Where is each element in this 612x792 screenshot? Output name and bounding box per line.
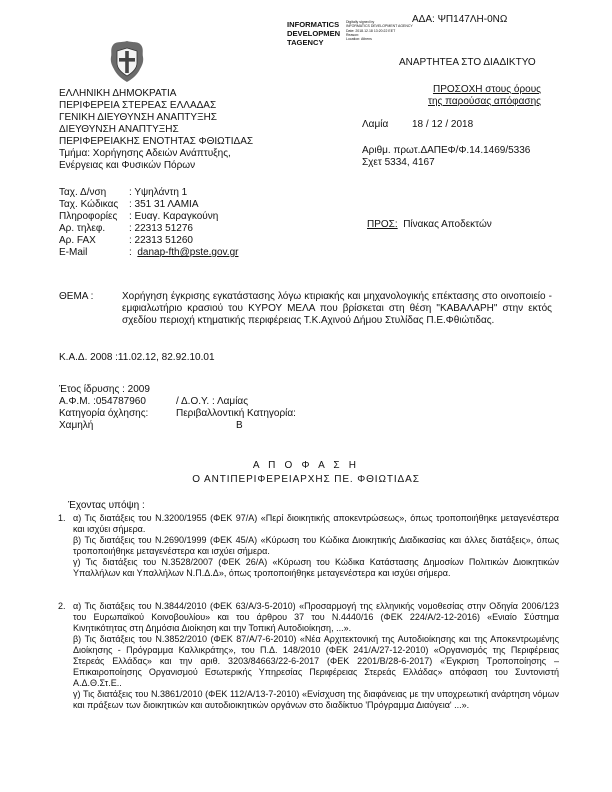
informatics-line: INFORMATICS — [287, 20, 340, 29]
place: Λαμία — [362, 119, 389, 130]
environmental-category-value: Β — [236, 420, 243, 431]
department-line: Ενέργειας και Φυσικών Πόρων — [59, 160, 196, 171]
contact-row: Ταχ. Κώδικας : 351 31 ΛΑΜΙΑ — [59, 199, 199, 210]
attention-note: ΠΡΟΣΟΧΗ στους όρους της παρούσας απόφασης — [428, 84, 541, 107]
environmental-category-label: Περιβαλλοντική Κατηγορία: — [176, 408, 296, 419]
nuisance-category-label: Κατηγορία όχλησης: — [59, 408, 149, 419]
authority-line: ΔΙΕΥΘΥΝΣΗ ΑΝΑΠΤΥΞΗΣ — [59, 124, 179, 135]
department-line: Τμήμα: Χορήγησης Αδειών Ανάπτυξης, — [59, 148, 231, 159]
publish-note: ΑΝΑΡΤΗΤΕΑ ΣΤΟ ΔΙΑΔΙΚΤΥΟ — [399, 57, 536, 68]
recipient-value: Πίνακας Αποδεκτών — [403, 219, 492, 230]
subject-text: Χορήγηση έγκρισης εγκατάστασης λόγω κτιριακής και μηχανολογικής επέκτασης στο οινοποιείο - εμφιαλωτήριο κρασιού του ΚΥΡΟΥ ΜΕΛΑ που βρίσκεται στη θέση "ΚΑΒΑΛΑΡΗ" στην εκτός σχεδίου περιοχή κτηματικής περιφέρειας Τ.Κ.Αχινού Δήμου Στυλίδας Π.Ε.Φθιώτιδας. — [122, 291, 552, 326]
contact-row: Ταχ. Δ/νση : Υψηλάντη 1 — [59, 187, 188, 198]
contact-row: Πληροφορίες : Ευαγ. Καραγκούνη — [59, 211, 219, 222]
contact-row: Αρ. FAX : 22313 51260 — [59, 235, 193, 246]
subject-label: ΘΕΜΑ : — [59, 291, 94, 302]
related-documents: Σχετ 5334, 4167 — [362, 157, 435, 168]
recipient — [367, 219, 492, 231]
contact-row: Αρ. τηλεφ. : 22313 51276 — [59, 223, 193, 234]
protocol-number: Αριθμ. πρωτ.ΔΑΠΕΦ/Φ.14.1469/5336 — [362, 145, 531, 156]
contact-block — [59, 187, 238, 259]
item-2-text — [73, 601, 559, 711]
decision-title: Α Π Ο Φ Α Σ Η — [252, 460, 360, 471]
authority-block — [59, 88, 253, 172]
authority-line: ΓΕΝΙΚΗ ΔΙΕΥΘΥΝΣΗ ΑΝΑΠΤΥΞΗΣ — [59, 112, 217, 123]
item-paragraph: β) Τις διατάξεις του Ν.3852/2010 (ΦΕΚ 87/Α/7-6-2010) «Νέα Αρχιτεκτονική της Αυτοδιοίκησης και της Αποκεντρωμένης Διοίκησης - Πρόγραμμα Καλλικράτης», του Π.Δ. 148/2010 (ΦΕΚ 241/Α/27-12-2010) «Οργανισμός της Περιφέρειας Στερεάς Ελλάδας» και την αριθ. 3203/84663/22-6-2017 (ΦΕΚ 2201/Β/28-6-2017) «Έγκριση Τροποποίησης – Επικαιροποίησης Οργανισμού Εσωτερικής Υπηρεσίας Περιφέρειας Στερεάς Ελλάδας» απόφαση του Συντονιστή Α.Δ.Θ.Στ.Ε.. — [73, 634, 559, 688]
authority-line: ΠΕΡΙΦΕΡΕΙΑ ΣΤΕΡΕΑΣ ΕΛΛΑΔΑΣ — [59, 100, 217, 111]
decision-subtitle: Ο ΑΝΤΙΠΕΡΙΦΕΡΕΙΑΡΧΗΣ ΠΕ. ΦΘΙΩΤΙΔΑΣ — [192, 474, 420, 485]
afm: Α.Φ.Μ. :054787960 — [59, 396, 146, 407]
greek-coat-of-arms-icon — [108, 39, 146, 84]
coat-of-arms-graphic — [108, 39, 146, 84]
authority-line: ΕΛΛΗΝΙΚΗ ΔΗΜΟΚΡΑΤΙΑ — [59, 88, 177, 99]
ada-number: ΑΔΑ: ΨΠ147ΛΗ-0ΝΩ — [412, 14, 508, 25]
authority-line: ΠΕΡΙΦΕΡΕΙΑΚΗΣ ΕΝΟΤΗΤΑΣ ΦΘΙΩΤΙΔΑΣ — [59, 136, 254, 147]
item-paragraph: β) Τις διατάξεις του Ν.2690/1999 (ΦΕΚ 45/Α) «Κύρωση του Κώδικα Διοικητικής Διαδικασίας και άλλες διατάξεις», όπως τροποποιήθηκε μεταγενέστερα και ισχύει σήμερα. — [73, 535, 559, 556]
document-date: 18 / 12 / 2018 — [412, 119, 474, 130]
item-number: 1. — [58, 513, 66, 523]
informatics-line: DEVELOPMEN — [287, 29, 341, 38]
foundation-year: Έτος ίδρυσης : 2009 — [59, 384, 150, 395]
informatics-agency-label — [287, 20, 340, 47]
digital-signature-details: Digitally signed by INFORMATICS DEVELOPMENT AGENCY Date: 2018.12.18 13:20:22 EET Reason: Location: Athens — [346, 20, 413, 42]
considering-label: Έχοντας υπόψη : — [68, 500, 145, 511]
informatics-line: TAGENCY — [287, 38, 324, 47]
recipient-label: ΠΡΟΣ: — [367, 219, 398, 230]
item-number: 2. — [58, 601, 66, 611]
nuisance-category-value: Χαμηλή — [59, 420, 94, 431]
email-link[interactable]: danap-fth@pste.gov.gr — [137, 247, 239, 258]
item-paragraph: γ) Τις διατάξεις του Ν.3528/2007 (ΦΕΚ 26/Α) «Κύρωση του Κώδικα Κατάστασης Δημοσίων Πολιτικών Διοικητικών Υπαλλήλων και Υπαλλήλων Ν.Π.Δ.Δ», όπως τροποποιήθηκε μεταγενέστερα και ισχύει σήμερα. — [73, 557, 559, 578]
item-paragraph: γ) Τις διατάξεις του Ν.3861/2010 (ΦΕΚ 112/Α/13-7-2010) «Ενίσχυση της διαφάνειας με την υποχρεωτική ανάρτηση νόμων και πράξεων των διοικητικών και αυτοδιοικητικών οργάνων στο διαδίκτυο 'Πρόγραμμα Διαύγεια' ...». — [73, 689, 559, 710]
item-1-text — [73, 513, 559, 579]
kad-codes: Κ.Α.Δ. 2008 :11.02.12, 82.92.10.01 — [59, 352, 215, 363]
contact-row: E-Mail : danap-fth@pste.gov.gr — [59, 247, 239, 258]
item-paragraph: α) Τις διατάξεις του Ν.3844/2010 (ΦΕΚ 63/Α/3-5-2010) «Προσαρμογή της ελληνικής νομοθεσίας στην Οδηγία 2006/123 του Ευρωπαϊκού Κοινοβουλίου» και του άρθρου 37 του Ν.4440/16 (ΦΕΚ 224/Α/2-12-2016) «Ενιαίο Σύστημα Κινητικότητας στη Δημόσια Διοίκηση και την Τοπική Αυτοδιοίκηση, ...». — [73, 601, 559, 633]
doy: / Δ.Ο.Υ. : Λαμίας — [176, 396, 249, 407]
item-paragraph: α) Τις διατάξεις του Ν.3200/1955 (ΦΕΚ 97/Α) «Περί διοικητικής αποκεντρώσεως», όπως τροποποιήθηκε μεταγενέστερα και ισχύει σήμερα. — [73, 513, 559, 534]
